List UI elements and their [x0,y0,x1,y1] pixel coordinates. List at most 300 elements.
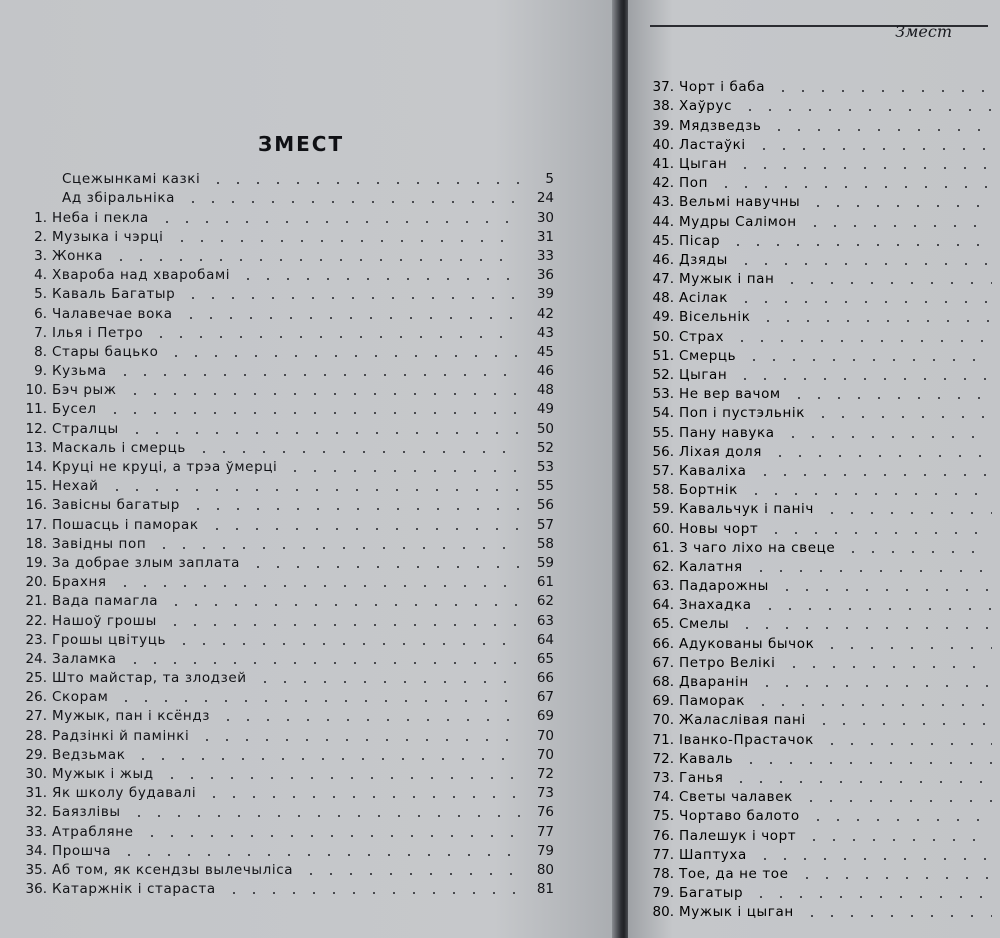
entry-number: 43. [652,194,674,211]
entry-number: 51. [652,347,674,364]
entry-number: 78. [652,865,674,882]
entry-number: 50. [652,328,674,345]
toc-entry [628,479,1000,498]
entry-title: Шаптуха [679,846,747,863]
entry-page-number: 64 [536,631,554,648]
dot-leader [789,397,992,399]
dot-leader [174,643,520,645]
entry-number: 55. [652,424,674,441]
entry-number: 22. [25,612,47,629]
entry-number: 42. [652,175,674,192]
entry-number: 19. [25,554,47,571]
entry-page-number: 49 [536,401,554,418]
dot-leader [151,336,520,338]
dot-leader [770,455,992,457]
toc-entry [0,859,600,878]
toc-entry [0,475,600,494]
toc-entry [0,283,600,302]
entry-title: Музыка і чэрці [52,228,164,245]
dot-leader [133,758,520,760]
toc-entry [628,632,1000,651]
entry-page-number: 33 [536,247,554,264]
entry-title: Маскаль і смерць [52,439,186,456]
entry-page-number: 42 [536,305,554,322]
entry-title: Мужык, пан і ксёндз [52,708,211,725]
running-head: Змест [895,22,952,41]
entry-page-number: 70 [536,746,554,763]
entry-number: 71. [652,731,674,748]
entry-title: Вельмі навучны [679,194,801,211]
entry-number: 29. [25,746,47,763]
toc-entry [628,901,1000,920]
dot-leader [248,566,520,568]
entry-number: 8. [34,343,47,360]
entry-number: 18. [25,535,47,552]
right-contents-list [628,76,1000,920]
toc-entry [0,168,600,187]
entry-page-number: 62 [536,593,554,610]
dot-leader [125,662,520,664]
entry-number: 40. [652,136,674,153]
entry-number: 62. [652,558,674,575]
dot-leader [757,685,992,687]
entry-title: Цыган [679,367,728,383]
entry-number: 2. [34,228,47,245]
entry-number: 9. [34,363,47,380]
entry-title: Пошасць і паморак [52,516,199,533]
entry-title: Мудры Салімон [679,213,797,230]
toc-entry [628,95,1000,114]
dot-leader [301,873,520,875]
entry-number: 70. [652,712,674,729]
entry-title: Падарожны [679,578,769,595]
toc-entry [628,709,1000,728]
entry-title: Радзінкі й памінкі [52,727,190,744]
entry-number: 47. [652,271,674,288]
toc-entry [628,364,1000,383]
entry-title: За добрае злым заплата [52,554,241,571]
entry-title: Каваліха [679,462,747,479]
entry-page-number: 58 [536,535,554,552]
entry-number: 25. [25,670,47,687]
entry-number: 21. [25,593,47,610]
toc-entry [628,537,1000,556]
entry-title: Асілак [679,290,729,307]
toc-entry [0,533,600,552]
entry-title: Бусел [52,401,97,418]
entry-number: 30. [25,766,47,782]
dot-leader [735,378,992,380]
entry-page-number: 80 [536,861,554,878]
entry-title: Петро Велікі [679,654,776,671]
toc-entry [628,268,1000,287]
entry-title: Жаласлівая пані [679,712,806,729]
dot-leader [814,723,992,725]
entry-number: 74. [652,789,674,806]
entry-page-number: 61 [536,574,554,591]
dot-leader [728,244,992,246]
entry-number: 10. [25,382,47,399]
dot-leader [769,129,992,131]
entry-title: Жонка [52,247,104,264]
dot-leader [166,355,520,357]
entry-number: 23. [25,631,47,648]
toc-entry [0,226,600,245]
entry-title: Тое, да не тое [679,865,789,882]
toc-entry [0,341,600,360]
entry-title: Мужык і пан [679,271,775,288]
dot-leader [207,528,520,530]
toc-entry [628,882,1000,901]
toc-entry [0,820,600,839]
entry-number: 7. [34,324,47,341]
dot-leader [238,278,520,280]
toc-entry [628,460,1000,479]
entry-title: Ад збіральніка [62,190,175,207]
entry-number: 68. [652,674,674,690]
dot-leader [166,604,520,606]
entry-page-number: 79 [536,842,554,859]
entry-number: 77. [652,846,674,863]
dot-leader [737,627,992,629]
entry-title: Баязлівы [52,804,121,821]
dot-leader [802,915,992,917]
toc-entry [628,844,1000,863]
entry-number: 31. [25,785,47,802]
entry-title: Кавальчук і паніч [679,501,814,518]
dot-leader [773,90,992,92]
toc-entry [0,322,600,341]
toc-entry [628,728,1000,747]
dot-leader [111,259,520,261]
dot-leader [204,796,520,798]
entry-title: Аб том, як ксендзы вылечыліса [52,861,294,878]
entry-number: 17. [25,516,47,533]
toc-entry [628,613,1000,632]
entry-number: 3. [34,247,47,264]
toc-entry [0,763,600,782]
dot-leader [808,819,992,821]
entry-page-number: 77 [536,823,554,840]
entry-title: Завідны поп [52,535,147,552]
dot-leader [822,512,992,514]
entry-page-number: 72 [536,766,554,782]
toc-entry [628,594,1000,613]
entry-page-number: 55 [536,478,554,495]
entry-title: Адукованы бычок [679,635,815,652]
entry-title: Кузьма [52,363,107,380]
entry-number: 34. [25,842,47,859]
toc-entry [628,172,1000,191]
toc-entry [628,671,1000,690]
entry-number: 44. [652,213,674,230]
toc-entry [0,187,600,206]
entry-number: 45. [652,232,674,249]
entry-title: Катаржнік і стараста [52,881,216,898]
dot-leader [218,719,520,721]
entry-title: Ліхая доля [679,443,762,460]
entry-number: 73. [652,769,674,786]
toc-entry [628,134,1000,153]
toc-entry [0,724,600,743]
entry-title: Іванко-Прастачок [679,731,814,748]
entry-number: 66. [652,635,674,652]
entry-number: 13. [25,439,47,456]
entry-title: Сцежынкамі казкі [62,171,201,188]
toc-entry [0,245,600,264]
entry-page-number: 67 [536,689,554,706]
entry-number: 16. [25,497,47,514]
entry-page-number: 81 [536,881,554,898]
entry-title: Хаўрус [679,98,733,115]
entry-number: 67. [652,654,674,671]
entry-title: Заламка [52,650,117,667]
entry-number: 41. [652,155,674,172]
dot-leader [157,221,520,223]
toc-entry [628,517,1000,536]
entry-title: Хвароба над хваробамі [52,267,231,284]
toc-entry [628,767,1000,786]
entry-title: Каваль [679,750,734,767]
toc-entry [628,210,1000,229]
dot-leader [736,263,992,265]
dot-leader [755,858,992,860]
toc-entry [0,494,600,513]
dot-leader [777,589,992,591]
entry-page-number: 45 [536,343,554,360]
toc-entry [628,824,1000,843]
entry-number: 69. [652,693,674,710]
entry-number: 39. [652,117,674,134]
entry-title: Цыган [679,155,728,172]
toc-entry [0,705,600,724]
toc-entry [0,648,600,667]
toc-entry [628,230,1000,249]
entry-number: 60. [652,520,674,537]
entry-number: 80. [652,904,674,921]
dot-leader [224,892,520,894]
entry-number: 20. [25,574,47,591]
entry-title: Светы чалавек [679,789,793,806]
dot-leader [805,225,992,227]
toc-entry [0,686,600,705]
toc-entry [0,417,600,436]
entry-page-number: 69 [536,708,554,725]
dot-leader [285,470,520,472]
toc-entry [0,206,600,225]
dot-leader [116,700,520,702]
dot-leader [731,781,992,783]
entry-title: Бортнік [679,482,738,499]
toc-entry [628,325,1000,344]
entry-page-number: 31 [536,228,554,245]
entry-title: Атрабляне [52,823,134,840]
entry-page-number: 73 [536,785,554,802]
entry-title: Мужык і жыд [52,766,154,782]
entry-title: Не вер вачом [679,386,781,403]
entry-title: Калатня [679,558,743,575]
dot-leader [716,186,992,188]
entry-number: 38. [652,98,674,115]
toc-entry [0,801,600,820]
entry-title: Знахадка [679,597,752,614]
dot-leader [208,182,520,184]
toc-entry [628,306,1000,325]
entry-number: 54. [652,405,674,422]
toc-entry [628,76,1000,95]
entry-title: Поп і пустэльнік [679,405,805,422]
dot-leader [822,743,992,745]
entry-title: Смерць [679,347,737,364]
toc-entry [628,191,1000,210]
entry-title: Завісны багатыр [52,497,180,514]
dot-leader [784,666,993,668]
toc-entry [628,498,1000,517]
entry-page-number: 53 [536,459,554,475]
dot-leader [127,432,520,434]
entry-number: 28. [25,727,47,744]
toc-entry [0,782,600,801]
toc-entry [628,863,1000,882]
toc-entry [628,441,1000,460]
entry-page-number: 39 [536,286,554,303]
dot-leader [197,739,520,741]
entry-title: Дзяды [679,251,728,268]
dot-leader [804,839,992,841]
toc-entry [0,264,600,283]
dot-leader [808,205,992,207]
dot-leader [115,585,520,587]
entry-page-number: 70 [536,727,554,744]
dot-leader [181,317,520,319]
toc-entry [628,249,1000,268]
entry-title: З чаго ліхо на свеце [679,539,836,556]
left-contents-list [0,168,600,897]
toc-entry [628,153,1000,172]
entry-title: Ведзьмак [52,746,126,763]
entry-title: Новы чорт [679,520,759,537]
dot-leader [119,854,520,856]
dot-leader [760,608,992,610]
toc-entry [0,840,600,859]
toc-entry [628,690,1000,709]
entry-number: 48. [652,290,674,307]
toc-entry [628,575,1000,594]
toc-entry [628,748,1000,767]
entry-number: 46. [652,251,674,268]
entry-number: 14. [25,459,47,475]
dot-leader [758,320,992,322]
toc-entry [0,552,600,571]
dot-leader [142,835,520,837]
dot-leader [741,762,992,764]
entry-title: Каваль Багатыр [52,286,176,303]
entry-number: 5. [34,286,47,303]
dot-leader [125,393,520,395]
dot-leader [746,493,992,495]
entry-title: Круці не круці, а трэа ўмерці [52,459,278,475]
entry-page-number: 59 [536,554,554,571]
entry-title: Брахня [52,574,107,591]
entry-title: Нашоў грошы [52,612,157,629]
dot-leader [751,896,992,898]
entry-number: 32. [25,804,47,821]
dot-leader [154,547,520,549]
entry-title: Страх [679,328,725,345]
entry-number: 15. [25,478,47,495]
toc-entry [628,652,1000,671]
entry-number: 52. [652,367,674,383]
entry-title: Прошча [52,842,112,859]
toc-entry [628,345,1000,364]
entry-number: 6. [34,305,47,322]
dot-leader [172,240,520,242]
entry-number: 37. [652,79,674,96]
entry-title: Бэч рыж [52,382,117,399]
toc-entry [0,360,600,379]
entry-title: Скорам [52,689,109,706]
entry-page-number: 63 [536,612,554,629]
entry-number: 4. [34,267,47,284]
toc-entry [0,513,600,532]
dot-leader [797,877,992,879]
entry-number: 79. [652,885,674,902]
entry-number: 65. [652,616,674,633]
entry-number: 75. [652,808,674,825]
entry-number: 35. [25,861,47,878]
entry-page-number: 56 [536,497,554,514]
entry-title: Нехай [52,478,99,495]
entry-title: Чалавечае вока [52,305,173,322]
entry-page-number: 5 [545,171,554,188]
entry-title: Ілья і Петро [52,324,144,341]
dot-leader [740,109,992,111]
dot-leader [751,570,992,572]
toc-entry [0,437,600,456]
entry-page-number: 57 [536,516,554,533]
toc-entry [628,114,1000,133]
dot-leader [115,374,520,376]
toc-entry [628,383,1000,402]
toc-entry [0,609,600,628]
toc-entry [0,744,600,763]
entry-title: Ластаўкі [679,136,746,153]
entry-number: 49. [652,309,674,326]
entry-title: Як школу будавалі [52,785,197,802]
toc-entry [0,456,600,475]
entry-page-number: 66 [536,670,554,687]
dot-leader [822,647,992,649]
dot-leader [843,551,992,553]
entry-page-number: 65 [536,650,554,667]
entry-page-number: 50 [536,420,554,437]
dot-leader [735,167,992,169]
entry-number: 64. [652,597,674,614]
entry-number: 56. [652,443,674,460]
entry-number: 72. [652,750,674,767]
entry-number: 53. [652,386,674,403]
toc-entry [0,379,600,398]
dot-leader [165,624,520,626]
dot-leader [183,297,520,299]
entry-number: 59. [652,501,674,518]
entry-number: 58. [652,482,674,499]
dot-leader [754,148,992,150]
entry-title: Дваранін [679,674,749,690]
entry-title: Стары бацько [52,343,159,360]
dot-leader [736,301,992,303]
entry-page-number: 30 [536,209,554,226]
